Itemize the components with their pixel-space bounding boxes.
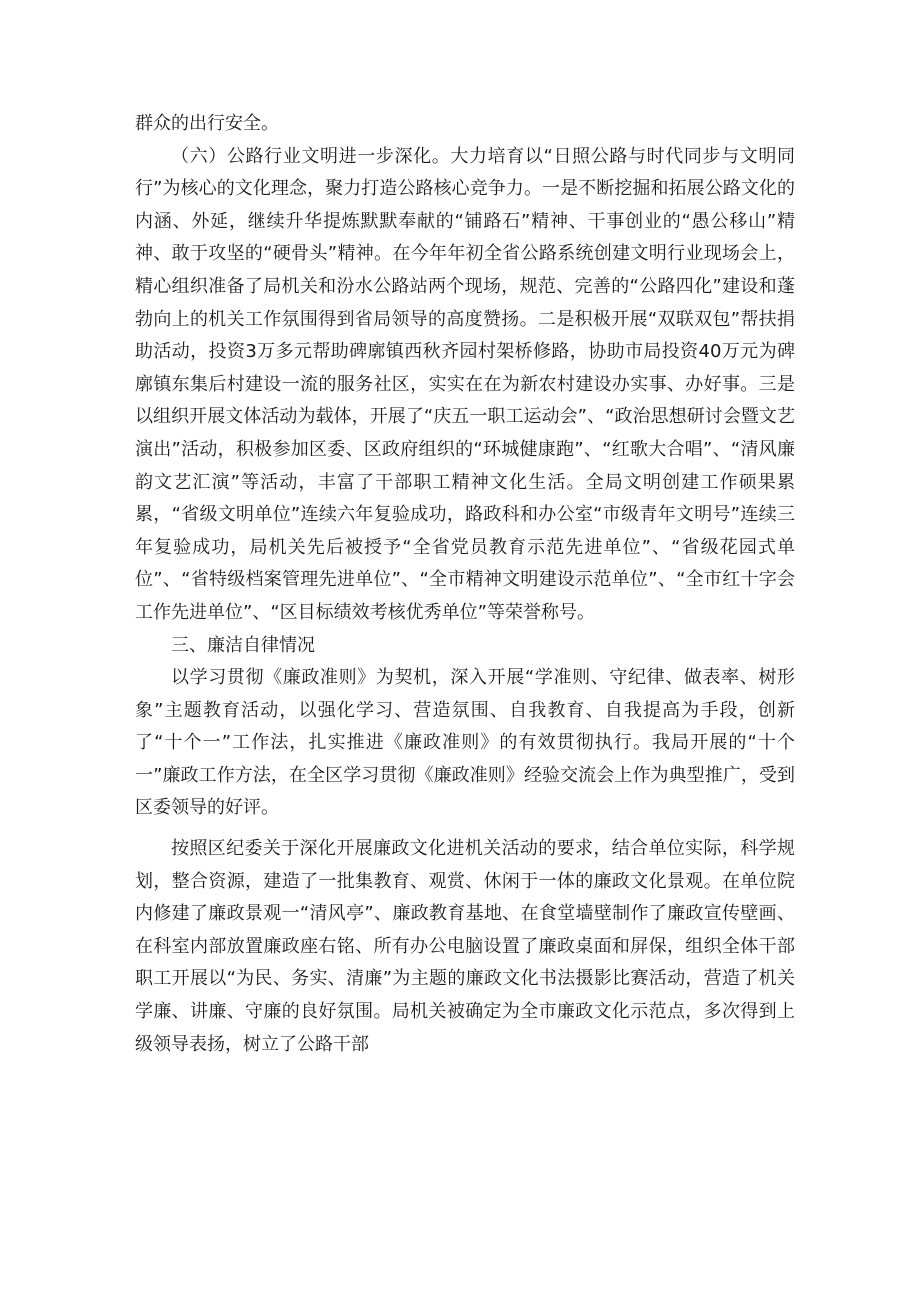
- paragraph-integrity-study: 以学习贯彻《廉政准则》为契机，深入开展“学准则、守纪律、做表率、树形象”主题教育活动，以强化学习、营造氛围、自我教育、自我提高为手段，创新了“十个一”工作法，扎实推进《廉政准则》的有效贯彻执行。我局开展的“十个一”廉政工作方法，在全区学习贯彻《廉政准则》经验交流会上作为典型推广，受到区委领导的好评。: [135, 667, 795, 819]
- section-heading-integrity: 三、廉洁自律情况: [171, 634, 315, 656]
- paragraph-integrity-culture: 按照区纪委关于深化开展廉政文化进机关活动的要求，结合单位实际，科学规划，整合资源，建造了一批集教育、观赏、休闲于一体的廉政文化景观。在单位院内修建了廉政景观一“清风亭”、廉政教育基地、在食堂墙壁制作了廉政宣传壁画、在科室内部放置廉政座右铭、所有办公电脑设置了廉政桌面和屏保，组织全体干部职工开展以“为民、务实、清廉”为主题的廉政文化书法摄影比赛活动，营造了机关学廉、讲廉、守廉的良好氛围。局机关被确定为全市廉政文化示范点，多次得到上级领导表扬，树立了公路干部: [135, 838, 795, 1055]
- document-body: [135, 108, 795, 1061]
- paragraph-continuation: 群众的出行安全。: [135, 113, 279, 134]
- paragraph-section-six: （六）公路行业文明进一步深化。大力培育以“日照公路与时代同步与文明同行”为核心的文化理念，聚力打造公路核心竞争力。一是不断挖掘和拓展公路文化的内涵、外延，继续升华提炼默默奉献的“铺路石”精神、干事创业的“愚公移山”精神、敢于攻坚的“硬骨头”精神。在今年年初全省公路系统创建文明行业现场会上，精心组织准备了局机关和汾水公路站两个现场，规范、完善的“公路四化”建设和蓬勃向上的机关工作氛围得到省局领导的高度赞扬。二是积极开展“双联双包”帮扶捐助活动，投资3万多元帮助碑廓镇西秋齐园村架桥修路，协助市局投资40万元为碑廓镇东集后村建设一流的服务社区，实实在在为新农村建设办实事、办好事。三是以组织开展文体活动为载体，开展了“庆五一职工运动会”、“政治思想研讨会暨文艺演出”活动，积极参加区委、区政府组织的“环城健康跑”、“红歌大合唱”、“清风廉韵文艺汇演”等活动，丰富了干部职工精神文化生活。全局文明创建工作硕果累累，“省级文明单位”连续六年复验成功，路政科和办公室“市级青年文明号”连续三年复验成功，局机关先后被授予“全省党员教育示范先进单位”、“省级花园式单位”、“省特级档案管理先进单位”、“全市精神文明建设示范单位”、“全市红十字会工作先进单位”、“区目标绩效考核优秀单位”等荣誉称号。: [135, 145, 795, 623]
